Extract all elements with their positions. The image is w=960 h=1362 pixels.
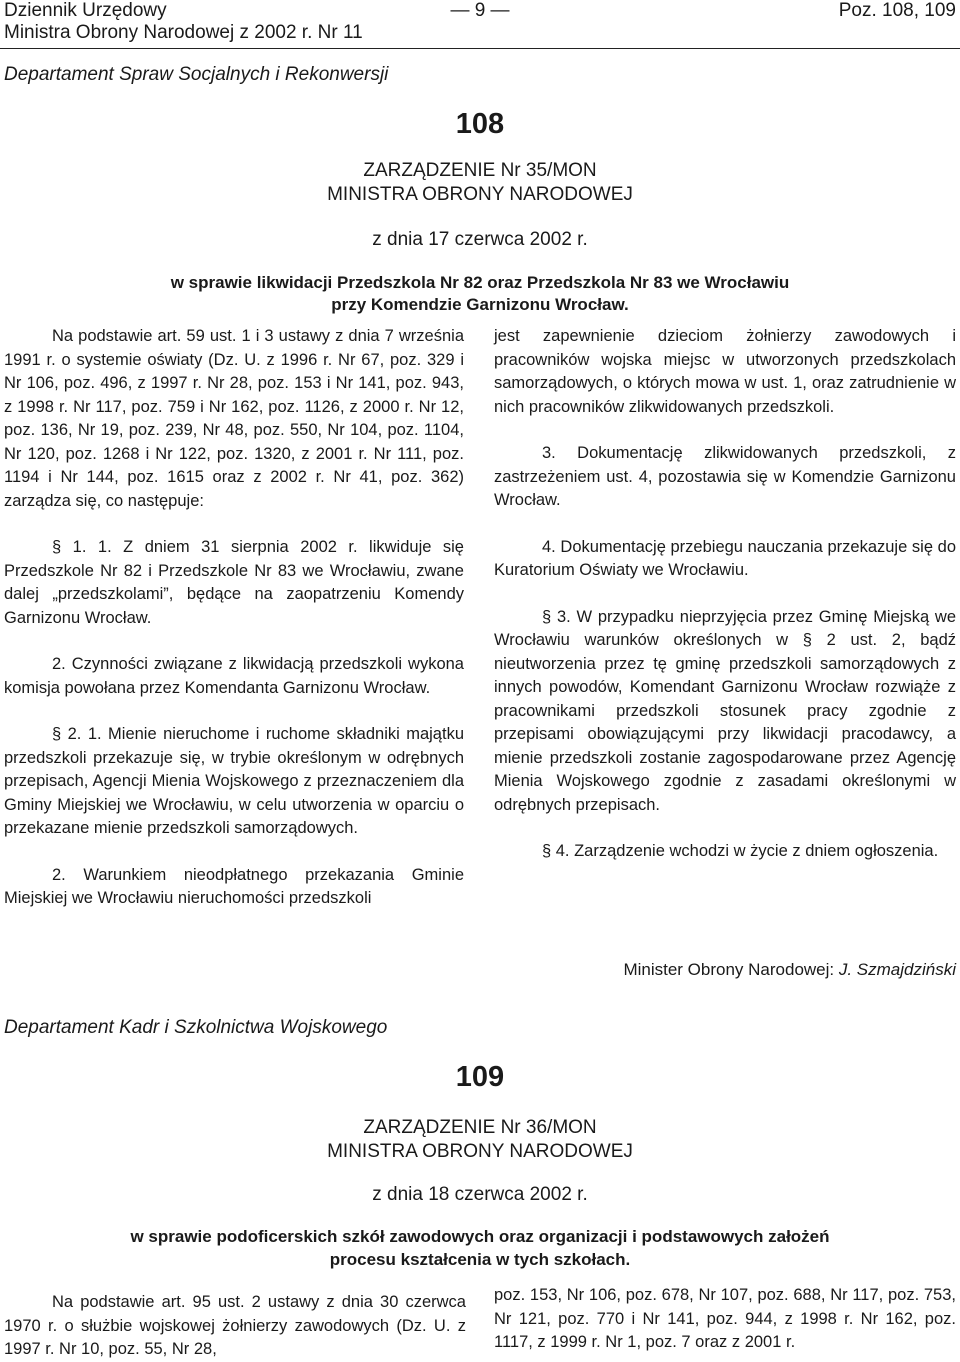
paragraph-1-1: § 1. 1. Z dniem 31 sierpnia 2002 r. likwiduje się Przedszkole Nr 82 i Przedszkole Nr 83 we Wrocławiu, zwane dalej „przedszkolami”, będące na zaopatrzeniu Komendy Garnizonu Wrocław. <box>4 538 464 627</box>
paragraph-2-1: § 2. 1. Mienie nieruchome i ruchome składniki majątku przedszkoli przekazuje się, w trybie określonym w odrębnych przepisach, Agencji Mienia Wojskowego z przeznaczeniem dla Gminy Miejskiej we Wrocławiu, w celu utworzenia w oparciu o przekazane mienie przedszkoli samorządowych. <box>4 725 464 837</box>
signature-role: Minister Obrony Narodowej: <box>623 960 839 979</box>
doc108-left-column <box>4 325 464 911</box>
header-divider <box>0 48 960 49</box>
doc-title-108: ZARZĄDZENIE Nr 35/MON <box>363 160 597 181</box>
preamble-109: Na podstawie art. 95 ust. 2 ustawy z dnia 30 czerwca 1970 r. o służbie wojskowej żołnierzy zawodowych (Dz. U. z 1997 r. Nr 10, poz. 55, Nr 28, <box>4 1293 466 1358</box>
preamble: Na podstawie art. 59 ust. 1 i 3 ustawy z dnia 7 września 1991 r. o systemie oświaty (Dz. U. z 1996 r. Nr 67, poz. 329 i Nr 106, poz. 496, z 1997 r. Nr 28, poz. 153 i Nr 141, poz. 943, z 1998 r. Nr 117, poz. 759 i Nr 162, poz. 1126, z 2000 r. Nr 12, poz. 136, Nr 19, poz. 239, Nr 48, poz. 550, Nr 104, poz. 1104, Nr 120, poz. 1268 i Nr 122, poz. 1320, z 2001 r. Nr 111, poz. 1194 i Nr 144, poz. 1615 oraz z 2002 r. Nr 41, poz. 362) zarządza się, co następuje: <box>4 327 464 510</box>
doc-subject-108: w sprawie likwidacji Przedszkola Nr 82 oraz Przedszkola Nr 83 we Wrocławiu <box>170 273 790 292</box>
doc-issuer-109: MINISTRA OBRONY NARODOWEJ <box>327 1141 633 1162</box>
preamble-109-cont: poz. 153, Nr 106, poz. 678, Nr 107, poz. 688, Nr 117, poz. 753, Nr 121, poz. 770 i Nr 141, poz. 944, z 1998 r. Nr 162, poz. 1117, z 1999 r. Nr 1, poz. 7 oraz z 2001 r. <box>494 1286 956 1351</box>
doc-subject-109-cont: procesu kształcenia w tych szkołach. <box>329 1250 631 1269</box>
journal-issue: Ministra Obrony Narodowej z 2002 r. Nr 11 <box>4 22 363 43</box>
signature-108 <box>623 960 956 980</box>
page-number: — 9 — <box>450 0 510 21</box>
paragraph-2-3: 3. Dokumentację zlikwidowanych przedszkoli, z zastrzeżeniem ust. 4, pozostawia się w Komendzie Garnizonu Wrocław. <box>494 444 956 509</box>
paragraph-2-2-cont: jest zapewnienie dzieciom żołnierzy zawodowych i pracowników wojska miejsc w utworzonych przedszkolach samorządowych, o których mowa w ust. 1, oraz zatrudnienie w nich pracowników zlikwidowanych przedszkoli. <box>494 327 956 416</box>
paragraph-4: § 4. Zarządzenie wchodzi w życie z dniem ogłoszenia. <box>542 842 939 860</box>
journal-title: Dziennik Urzędowy <box>4 0 167 21</box>
doc-issuer-108: MINISTRA OBRONY NARODOWEJ <box>327 184 633 205</box>
doc-date-108: z dnia 17 czerwca 2002 r. <box>372 229 588 250</box>
positions-label: Poz. 108, 109 <box>838 0 956 21</box>
doc-number-109: 109 <box>455 1061 505 1093</box>
doc109-right-column <box>494 1284 956 1355</box>
doc-number-108: 108 <box>455 108 505 140</box>
department-108: Departament Spraw Socjalnych i Rekonwersji <box>4 64 389 85</box>
doc108-right-column <box>494 325 956 864</box>
paragraph-3: § 3. W przypadku nieprzyjęcia przez Gminę Miejską we Wrocławiu warunków określonych w § 2 ust. 2, bądź nieutworzenia przez tę gminę przedszkoli samorządowych z innych powodów, Komendant Garnizonu Wrocław rozwiąże z pracownikami przedszkoli stosunek pracy zgodnie z przepisami obowiązującymi przy likwidacji pracodawcy, a mienie przedszkoli zostanie zagospodarowane przez Agencję Mienia Wojskowego zgodnie z zasadami określonymi w odrębnych przepisach. <box>494 607 956 814</box>
paragraph-2-2: 2. Warunkiem nieodpłatnego przekazania Gminie Miejskiej we Wrocławiu nieruchomości przedszkoli <box>4 865 464 907</box>
department-109: Departament Kadr i Szkolnictwa Wojskowego <box>4 1017 388 1038</box>
paragraph-1-2: 2. Czynności związane z likwidacją przedszkoli wykona komisja powołana przez Komendanta Garnizonu Wrocław. <box>4 655 464 697</box>
signature-name: J. Szmajdziński <box>838 960 956 979</box>
paragraph-2-4: 4. Dokumentację przebiegu nauczania przekazuje się do Kuratorium Oświaty we Wrocławiu. <box>494 537 956 579</box>
doc109-left-column <box>4 1291 466 1362</box>
doc-title-109: ZARZĄDZENIE Nr 36/MON <box>363 1117 597 1138</box>
doc-subject-108-cont: przy Komendzie Garnizonu Wrocław. <box>331 295 629 314</box>
doc-subject-109: w sprawie podoficerskich szkół zawodowych oraz organizacji i podstawowych założeń <box>130 1227 830 1246</box>
doc-date-109: z dnia 18 czerwca 2002 r. <box>372 1184 588 1205</box>
